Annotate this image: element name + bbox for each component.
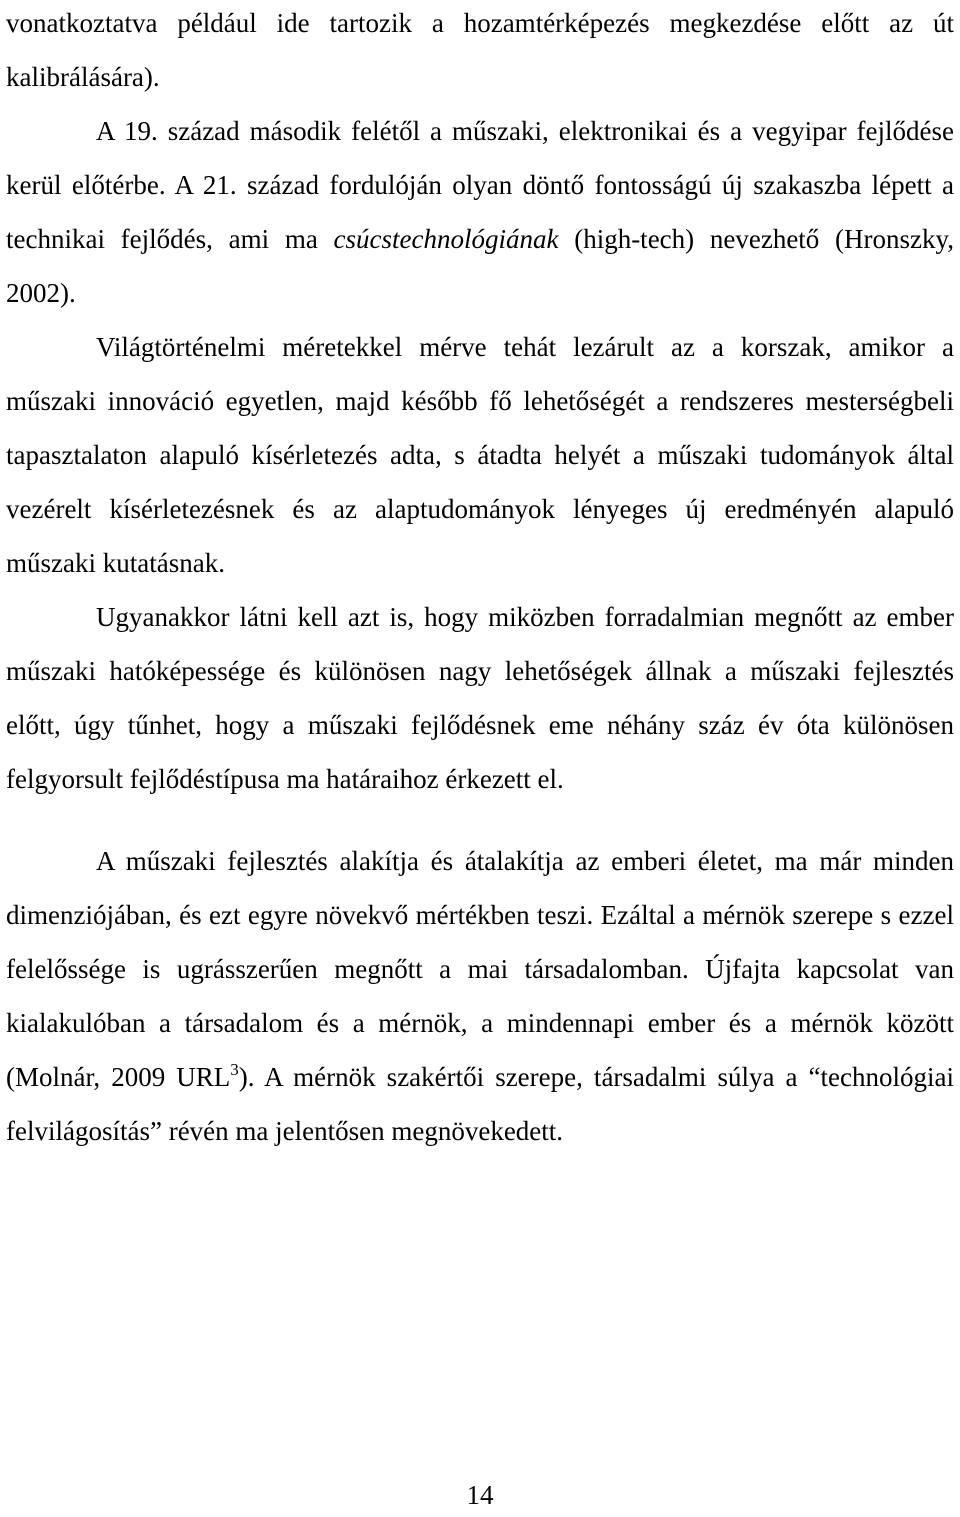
text-run: vonatkoztatva például ide tartozik a hozamtérképezés megkezdése előtt az út kalibrálására). [6,8,954,92]
footnote-reference[interactable]: 3 [230,1060,239,1079]
paragraph-spacer [6,806,954,834]
page-number: 14 [466,1480,494,1510]
paragraph-1 [6,0,954,104]
paragraph-2 [6,104,954,320]
text-run: Ugyanakkor látni kell azt is, hogy miközben forradalmian megnőtt az ember műszaki hatóképessége és különösen nagy lehetőségek állnak a műszaki fejlesztés előtt, úgy tűnhet, hogy a műszaki fejlődésnek eme néhány száz év óta különösen felgyorsult fejlődéstípusa ma határaihoz érkezett el. [6,602,954,794]
paragraph-4 [6,590,954,806]
text-run: (high-tech) nevezhető (Hronszky, 2002). [6,224,954,308]
italic-term: csúcstechnológiának [333,224,559,254]
text-run: A műszaki fejlesztés alakítja és átalakítja az emberi életet, ma már minden dimenziójában, és ezt egyre növekvő mértékben teszi. Ezáltal a mérnök szerepe s ezzel felelőssége is ugrásszerűen megnőtt a mai társadalomban. Újfajta kapcsolat van kialakulóban a társadalom és a mérnök, a mindennapi ember és a mérnök között (Molnár, 2009 URL [6,846,954,1092]
text-run: A 19. század második felétől a műszaki, elektronikai és a vegyipar fejlődése kerül előtérbe. A 21. század fordulóján olyan döntő fontosságú új szakaszba lépett a technikai fejlődés, ami ma [6,116,954,254]
body-text [6,0,954,1158]
paragraph-3 [6,320,954,590]
text-run: Világtörténelmi méretekkel mérve tehát lezárult az a korszak, amikor a műszaki innováció egyetlen, majd később fő lehetőségét a rendszeres mesterségbeli tapasztalaton alapuló kísérletezés adta, s átadta helyét a műszaki tudományok által vezérelt kísérletezésnek és az alaptudományok lényeges új eredményén alapuló műszaki kutatásnak. [6,332,954,578]
paragraph-5 [6,834,954,1158]
text-run: ). A mérnök szakértői szerepe, társadalmi súlya a “technológiai felvilágosítás” révén ma jelentősen megnövekedett. [6,1062,954,1146]
